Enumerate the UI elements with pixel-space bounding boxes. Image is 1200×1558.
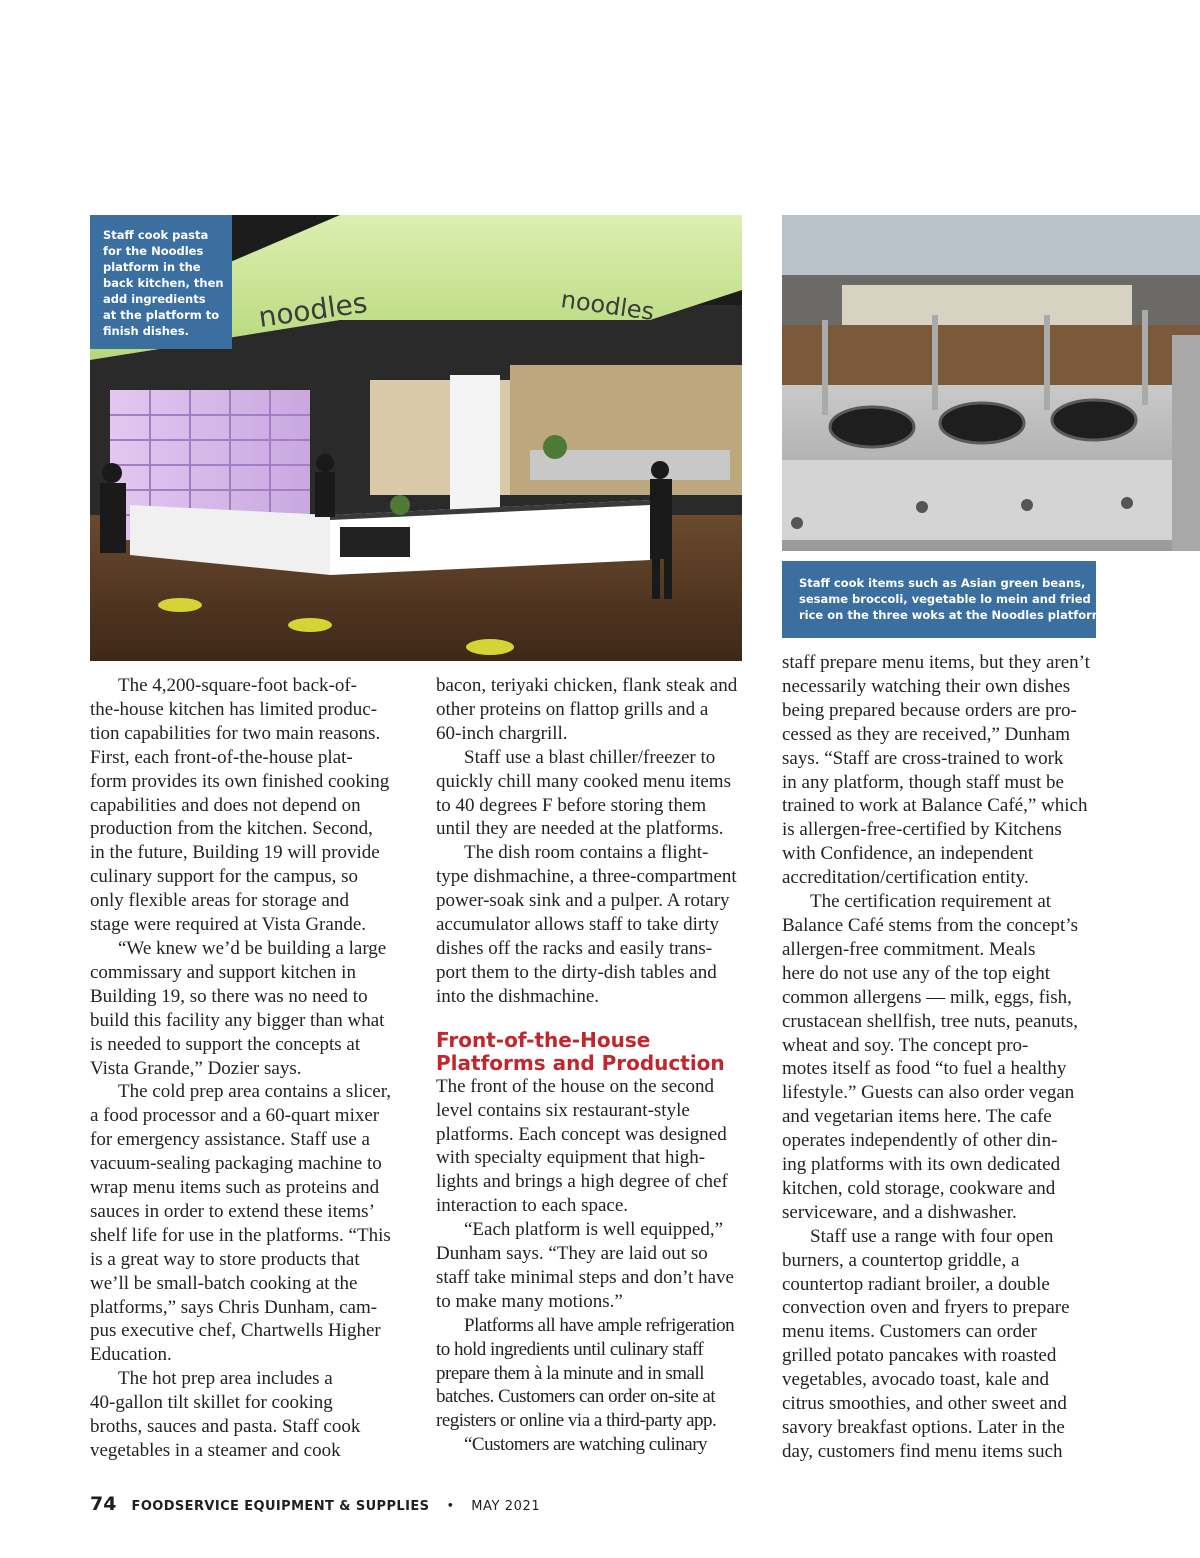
- text-line: level contains six restaurant-style: [436, 1099, 690, 1121]
- text-line: pus executive chef, Chartwells Higher: [90, 1320, 381, 1342]
- text-line: grilled potato pancakes with roasted: [782, 1345, 1057, 1367]
- text-line: Vista Grande,” Dozier says.: [90, 1057, 302, 1079]
- text-line: commissary and support kitchen in: [90, 961, 356, 983]
- text-line: batches. Customers can order on-site at: [436, 1386, 716, 1408]
- text-line: we’ll be small-batch cooking at the: [90, 1272, 358, 1294]
- text-line: port them to the dirty-dish tables and: [436, 961, 717, 983]
- text-line: wrap menu items such as proteins and: [90, 1177, 380, 1199]
- text-line: “We knew we’d be building a large: [118, 937, 387, 959]
- woks-illustration: [782, 215, 1200, 551]
- text-line: menu items. Customers can order: [782, 1321, 1037, 1343]
- text-line: Balance Café stems from the concept’s: [782, 914, 1078, 936]
- text-line: to make many motions.”: [436, 1290, 623, 1312]
- article-column-2: [436, 674, 766, 1457]
- text-line: accumulator allows staff to take dirty: [436, 914, 719, 936]
- text-line: burners, a countertop griddle, a: [782, 1249, 1020, 1271]
- text-line: crustacean shellfish, tree nuts, peanuts,: [782, 1010, 1078, 1032]
- text-line: interaction to each space.: [436, 1195, 629, 1217]
- text-line: here do not use any of the top eight: [782, 962, 1051, 984]
- text-line: Staff use a blast chiller/freezer to: [464, 746, 716, 768]
- text-line: 60-inch chargrill.: [436, 722, 568, 744]
- text-line: 40-gallon tilt skillet for cooking: [90, 1392, 333, 1414]
- text-line: into the dishmachine.: [436, 985, 600, 1007]
- text-line: dishes off the racks and easily trans-: [436, 937, 713, 959]
- text-line: Platforms all have ample refrigeration: [464, 1314, 735, 1336]
- text-line: “Each platform is well equipped,”: [464, 1219, 724, 1241]
- page-number: 74: [90, 1493, 117, 1515]
- text-line: necessarily watching their own dishes: [782, 675, 1071, 697]
- article-column-1: [90, 674, 410, 1463]
- section-heading: Front-of-the-House Platforms and Production: [436, 1027, 725, 1075]
- text-line: is allergen-free-certified by Kitchens: [782, 819, 1062, 841]
- text-line: vacuum-sealing packaging machine to: [90, 1153, 382, 1175]
- text-line: wheat and soy. The concept pro-: [782, 1034, 1029, 1056]
- text-line: The dish room contains a flight-: [464, 842, 709, 864]
- text-line: prepare them à la minute and in small: [436, 1362, 704, 1384]
- text-line: with Confidence, an independent: [782, 843, 1034, 865]
- text-line: stage were required at Vista Grande.: [90, 914, 367, 936]
- text-line: First, each front-of-the-house plat-: [90, 746, 353, 768]
- text-line: Staff use a range with four open: [810, 1225, 1054, 1247]
- text-line: day, customers find menu items such: [782, 1440, 1063, 1462]
- text-line: The 4,200-square-foot back-of-: [118, 675, 357, 696]
- text-line: other proteins on flattop grills and a: [436, 698, 709, 720]
- text-line: tion capabilities for two main reasons.: [90, 722, 381, 744]
- text-line: The hot prep area includes a: [118, 1368, 333, 1390]
- text-line: only flexible areas for storage and: [90, 890, 350, 912]
- text-line: a food processor and a 60-quart mixer: [90, 1105, 380, 1127]
- text-line: convection oven and fryers to prepare: [782, 1297, 1070, 1319]
- text-line: motes itself as food “to fuel a healthy: [782, 1058, 1067, 1080]
- noodles-photo-caption: Staff cook pasta for the Noodles platform in the back kitchen, then add ingredients at the platform to finish dishes.: [90, 215, 232, 349]
- text-line: is needed to support the concepts at: [90, 1033, 361, 1055]
- text-line: production from the kitchen. Second,: [90, 818, 373, 840]
- text-line: is a great way to store products that: [90, 1248, 360, 1270]
- text-line: allergen-free commitment. Meals: [782, 938, 1036, 960]
- text-line: kitchen, cold storage, cookware and: [782, 1177, 1056, 1199]
- text-line: to 40 degrees F before storing them: [436, 794, 707, 816]
- text-line: platforms,” says Chris Dunham, cam-: [90, 1296, 378, 1318]
- text-line: platforms. Each concept was designed: [436, 1123, 727, 1145]
- text-line: type dishmachine, a three-compartment: [436, 866, 737, 888]
- text-line: trained to work at Balance Café,” which: [782, 795, 1088, 817]
- text-line: The cold prep area contains a slicer,: [118, 1081, 392, 1103]
- text-line: vegetables, avocado toast, kale and: [782, 1369, 1049, 1391]
- footer-separator: •: [446, 1499, 455, 1514]
- text-line: bacon, teriyaki chicken, flank steak and: [436, 675, 738, 696]
- text-line: vegetables in a steamer and cook: [90, 1440, 341, 1461]
- text-line: sauces in order to extend these items’: [90, 1200, 375, 1222]
- text-line: says. “Staff are cross-trained to work: [782, 747, 1064, 769]
- text-line: staff prepare menu items, but they aren’t: [782, 652, 1090, 673]
- text-line: Building 19, so there was no need to: [90, 985, 368, 1007]
- text-line: cessed as they are received,” Dunham: [782, 723, 1071, 745]
- article-column-3: [782, 651, 1122, 1464]
- woks-photo: [782, 215, 1200, 551]
- text-line: savory breakfast options. Later in the: [782, 1417, 1065, 1438]
- text-line: culinary support for the campus, so: [90, 866, 359, 888]
- text-line: operates independently of other din-: [782, 1130, 1058, 1152]
- text-line: capabilities and does not depend on: [90, 794, 361, 816]
- noodles-sign: noodles: [256, 286, 370, 334]
- noodles-sign-side: noodles: [559, 285, 656, 326]
- text-line: to hold ingredients until culinary staff: [436, 1338, 704, 1360]
- text-line: registers or online via a third-party app.: [436, 1410, 717, 1432]
- text-line: quickly chill many cooked menu items: [436, 770, 731, 792]
- text-line: being prepared because orders are pro-: [782, 699, 1077, 721]
- woks-photo-caption: Staff cook items such as Asian green beans, sesame broccoli, vegetable lo mein and fried rice on the three woks at the Noodles platform.: [782, 561, 1096, 638]
- publication-name: FOODSERVICE EQUIPMENT & SUPPLIES: [131, 1499, 430, 1514]
- issue-date: MAY 2021: [471, 1499, 541, 1514]
- text-line: until they are needed at the platforms.: [436, 818, 724, 840]
- text-line: in any platform, though staff must be: [782, 771, 1064, 793]
- text-line: lights and brings a high degree of chef: [436, 1171, 728, 1193]
- text-line: citrus smoothies, and other sweet and: [782, 1393, 1067, 1415]
- text-line: The front of the house on the second: [436, 1075, 715, 1097]
- text-line: ing platforms with its own dedicated: [782, 1154, 1061, 1176]
- text-line: the-house kitchen has limited produc-: [90, 698, 378, 720]
- text-line: with specialty equipment that high-: [436, 1147, 706, 1169]
- text-line: “Customers are watching culinary: [464, 1434, 708, 1456]
- text-line: accreditation/certification entity.: [782, 867, 1029, 889]
- text-line: shelf life for use in the platforms. “This: [90, 1224, 391, 1246]
- text-line: Education.: [90, 1344, 172, 1366]
- text-line: power-soak sink and a pulper. A rotary: [436, 890, 730, 912]
- text-line: common allergens — milk, eggs, fish,: [782, 986, 1072, 1008]
- text-line: build this facility any bigger than what: [90, 1009, 385, 1031]
- text-line: serviceware, and a dishwasher.: [782, 1201, 1017, 1223]
- text-line: broths, sauces and pasta. Staff cook: [90, 1416, 361, 1438]
- text-line: in the future, Building 19 will provide: [90, 842, 380, 864]
- text-line: Dunham says. “They are laid out so: [436, 1243, 708, 1265]
- text-line: countertop radiant broiler, a double: [782, 1273, 1050, 1295]
- text-line: for emergency assistance. Staff use a: [90, 1129, 370, 1151]
- text-line: staff take minimal steps and don’t have: [436, 1266, 734, 1288]
- text-line: lifestyle.” Guests can also order vegan: [782, 1082, 1075, 1104]
- text-line: The certification requirement at: [810, 891, 1052, 913]
- text-line: form provides its own finished cooking: [90, 770, 390, 792]
- text-line: and vegetarian items here. The cafe: [782, 1106, 1052, 1128]
- page-footer: [90, 1493, 540, 1517]
